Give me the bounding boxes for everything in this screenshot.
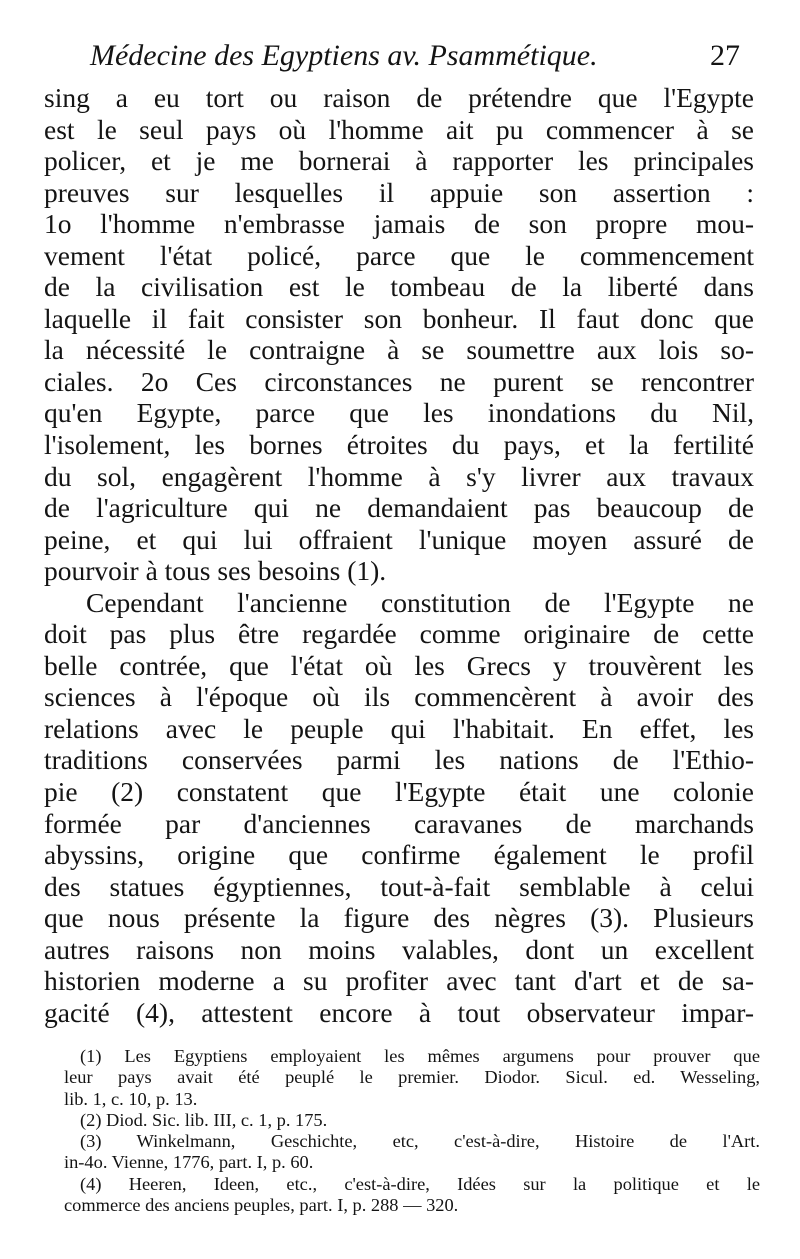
footnote-line: in-4o. Vienne, 1776, part. I, p. 60. (64, 1152, 314, 1173)
body-line: belle contrée, que l'état où les Grecs y trouvèrent les (44, 649, 754, 681)
body-text (44, 82, 754, 1028)
body-line: de l'agriculture qui ne demandaient pas beaucoup de (44, 492, 754, 524)
footnote-line: leur pays avait été peuplé le premier. Diodor. Sicul. ed. Wesseling, (64, 1067, 760, 1088)
body-line: doit pas plus être regardée comme originaire de cette (44, 618, 754, 650)
body-line: peine, et qui lui offraient l'unique moyen assuré de (44, 523, 754, 555)
page-number: 27 (710, 39, 740, 72)
body-line: pie (2) constatent que l'Egypte était une colonie (44, 776, 754, 808)
body-line: de la civilisation est le tombeau de la liberté dans (44, 271, 754, 303)
body-line: preuves sur lesquelles il appuie son assertion : (44, 176, 754, 208)
body-line: vement l'état policé, parce que le commencement (44, 239, 754, 271)
body-line: 1o l'homme n'embrasse jamais de son propre mou- (44, 208, 754, 240)
body-line: sing a eu tort ou raison de prétendre que l'Egypte (44, 82, 754, 113)
body-line: gacité (4), attestent encore à tout observateur impar- (44, 996, 754, 1028)
footnote-line: (1) Les Egyptiens employaient les mêmes argumens pour prouver que (80, 1046, 760, 1066)
body-line: laquelle il fait consister son bonheur. Il faut donc que (44, 302, 754, 334)
page-header (90, 36, 750, 76)
body-line: autres raisons non moins valables, dont un excellent (44, 933, 754, 965)
footnote-line: (4) Heeren, Ideen, etc., c'est-à-dire, Idées sur la politique et le (80, 1173, 760, 1194)
body-line: ciales. 2o Ces circonstances ne purent se rencontrer (44, 365, 754, 397)
body-line: formée par d'anciennes caravanes de marchands (44, 807, 754, 839)
body-line: traditions conservées parmi les nations de l'Ethio- (44, 744, 754, 776)
body-line: Cependant l'ancienne constitution de l'Egypte ne (86, 586, 754, 618)
body-line: est le seul pays où l'homme ait pu commencer à se (44, 113, 754, 145)
body-line: du sol, engagèrent l'homme à s'y livrer aux travaux (44, 460, 754, 492)
running-head: Médecine des Egyptiens av. Psammétique. (90, 39, 598, 72)
body-line: l'isolement, les bornes étroites du pays, et la fertilité (44, 429, 754, 461)
body-line: historien moderne a su profiter avec tant d'art et de sa- (44, 965, 754, 997)
footnote-line: lib. 1, c. 10, p. 13. (64, 1088, 198, 1109)
body-line: des statues égyptiennes, tout-à-fait semblable à celui (44, 870, 754, 902)
footnote-line: (3) Winkelmann, Geschichte, etc, c'est-à-dire, Histoire de l'Art. (80, 1131, 760, 1152)
body-line: sciences à l'époque où ils commencèrent à avoir des (44, 681, 754, 713)
body-line: pourvoir à tous ses besoins (1). (44, 555, 387, 587)
body-line: relations avec le peuple qui l'habitait. En effet, les (44, 712, 754, 744)
footnote-line: (2) Diod. Sic. lib. III, c. 1, p. 175. (80, 1109, 328, 1130)
body-line: la nécessité le contraigne à se soumettre aux lois so- (44, 334, 754, 366)
body-line: abyssins, origine que confirme également le profil (44, 839, 754, 871)
footnote-line: commerce des anciens peuples, part. I, p. 288 — 320. (64, 1195, 459, 1216)
footnotes (64, 1046, 760, 1216)
body-line: que nous présente la figure des nègres (3). Plusieurs (44, 902, 754, 934)
body-line: policer, et je me bornerai à rapporter les principales (44, 145, 754, 177)
body-line: qu'en Egypte, parce que les inondations du Nil, (44, 397, 754, 429)
